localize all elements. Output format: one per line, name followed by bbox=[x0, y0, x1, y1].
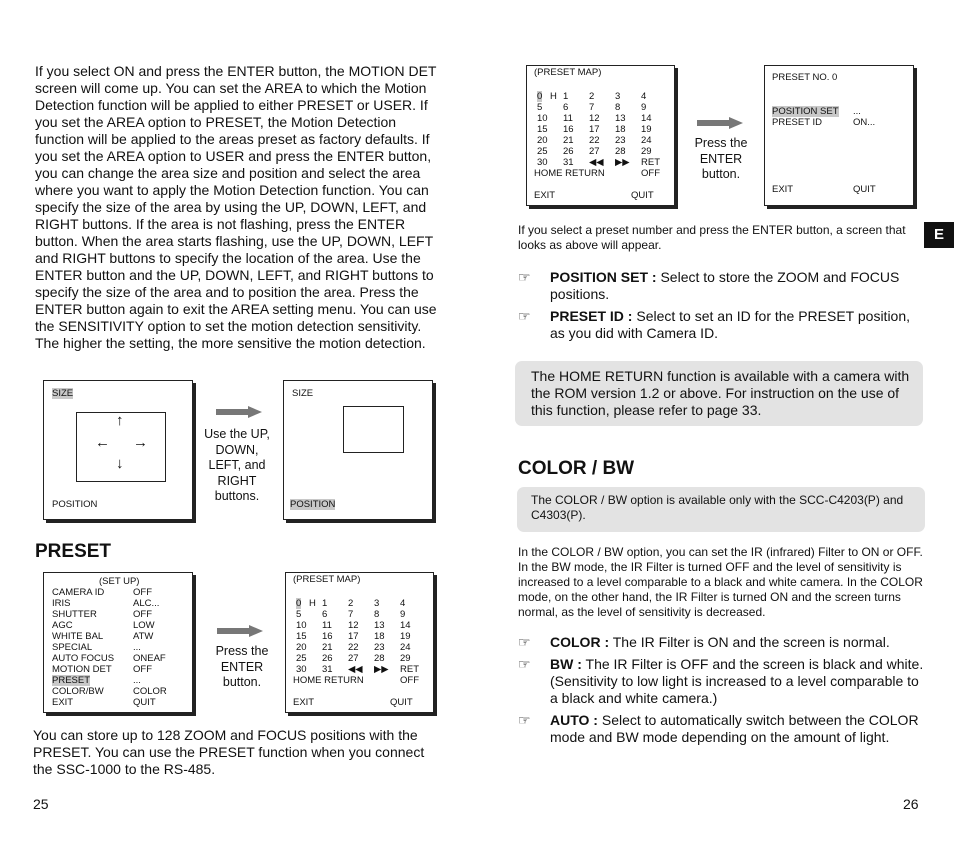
right-arrow-icon bbox=[217, 625, 263, 637]
preset-id-item: PRESET ID bbox=[772, 117, 822, 128]
preset-map-cell: 24 bbox=[641, 135, 652, 146]
select-paragraph: If you select a preset number and press the ENTER button, a screen that looks as above will appear. bbox=[518, 223, 906, 252]
quit-label: QUIT bbox=[631, 190, 654, 201]
preset-map-cell: 9 bbox=[400, 609, 406, 620]
right-arrow-icon: → bbox=[133, 434, 148, 451]
preset-map-cell: RET bbox=[641, 157, 660, 168]
setup-item-value: LOW bbox=[133, 620, 155, 631]
home-return-label: HOME RETURN bbox=[293, 675, 364, 686]
preset-map-cell: ◀◀ bbox=[589, 157, 604, 168]
preset-map-cell: 27 bbox=[589, 146, 600, 157]
preset-map-cell: 22 bbox=[589, 135, 600, 146]
color-bw-heading: COLOR / BW bbox=[518, 458, 635, 479]
exit-label: EXIT bbox=[534, 190, 556, 201]
preset-map-cell: 8 bbox=[615, 102, 621, 113]
size-caption: Use the UP, DOWN, LEFT, and RIGHT buttons. bbox=[204, 427, 270, 503]
preset-map-cell: 25 bbox=[537, 146, 548, 157]
setup-item-label: SHUTTER bbox=[52, 609, 97, 620]
pointing-hand-icon: ☞ bbox=[518, 269, 531, 285]
preset-map-cell: 24 bbox=[400, 642, 411, 653]
preset-no-title: PRESET NO. 0 bbox=[772, 72, 838, 83]
setup-item-label: SPECIAL bbox=[52, 642, 93, 653]
bullet-term: COLOR : bbox=[550, 634, 610, 650]
preset-map-screen bbox=[285, 572, 434, 713]
right-arrow-icon bbox=[697, 117, 743, 129]
position-set-value: ... bbox=[853, 106, 861, 117]
setup-menu-row bbox=[52, 686, 188, 697]
setup-menu-row bbox=[52, 631, 188, 642]
preset-map-cell: 20 bbox=[296, 642, 307, 653]
preset-map-cell: 15 bbox=[296, 631, 307, 642]
preset-map-cell: 8 bbox=[374, 609, 380, 620]
preset-map-cell: 4 bbox=[400, 598, 406, 609]
preset-map-cell: 21 bbox=[563, 135, 574, 146]
setup-item-label: MOTION DET bbox=[52, 664, 112, 675]
setup-menu-row bbox=[52, 653, 188, 664]
preset-map-title: (PRESET MAP) bbox=[534, 67, 602, 78]
setup-menu-row bbox=[52, 697, 188, 708]
language-tab: E bbox=[924, 222, 954, 248]
setup-item-value: ... bbox=[133, 642, 141, 653]
bullet-text: Select to set an ID for the PRESET position, as you did with Camera ID. bbox=[550, 308, 911, 341]
quit-label: QUIT bbox=[853, 184, 876, 195]
preset-map-cell: 9 bbox=[641, 102, 647, 113]
preset-map-cell: 20 bbox=[537, 135, 548, 146]
exit-label: EXIT bbox=[293, 697, 315, 708]
preset-map-cell: 19 bbox=[641, 124, 652, 135]
setup-menu-row bbox=[52, 598, 188, 609]
exit-label: EXIT bbox=[772, 184, 794, 195]
setup-screen bbox=[43, 572, 193, 713]
area-box bbox=[343, 406, 404, 453]
setup-item-label: AUTO FOCUS bbox=[52, 653, 115, 664]
preset-caption: Press the ENTER button. bbox=[215, 644, 269, 689]
size-label: SIZE bbox=[292, 388, 314, 399]
setup-menu-row bbox=[52, 642, 188, 653]
bullet-item bbox=[518, 269, 928, 309]
home-return-note: The HOME RETURN function is available with a camera with the ROM version 1.2 or above. For instruction on the use of this function, please refer to page 33. bbox=[531, 368, 910, 418]
preset-map-cell: 13 bbox=[374, 620, 385, 631]
preset-map-cell: 11 bbox=[563, 113, 573, 124]
setup-item-value: OFF bbox=[133, 587, 152, 598]
preset-map-cell: 10 bbox=[296, 620, 307, 631]
setup-menu-row bbox=[52, 620, 188, 631]
preset-map-cell: RET bbox=[400, 664, 419, 675]
preset-map-title: (PRESET MAP) bbox=[293, 574, 361, 585]
preset-map-cell: 1 bbox=[322, 598, 328, 609]
preset-map-cell: ▶▶ bbox=[374, 664, 389, 675]
left-arrow-icon: ← bbox=[95, 434, 110, 451]
setup-menu-row bbox=[52, 609, 188, 620]
preset-map-cell: 18 bbox=[615, 124, 626, 135]
preset-map-cell: 6 bbox=[322, 609, 328, 620]
bottom-paragraph: You can store up to 128 ZOOM and FOCUS positions with the PRESET. You can use the PRESET function when you connect the SSC-1000 to the RS-485. bbox=[33, 727, 425, 777]
setup-item-value: ... bbox=[133, 675, 141, 686]
bullet-text: The IR Filter is ON and the screen is normal. bbox=[609, 634, 890, 650]
position-label: POSITION bbox=[290, 499, 336, 510]
size-screen-arrows bbox=[43, 380, 193, 520]
bullet-item bbox=[518, 656, 928, 706]
preset-map-cell: 14 bbox=[641, 113, 652, 124]
setup-item-label: CAMERA ID bbox=[52, 587, 105, 598]
preset-map-cell: 31 bbox=[563, 157, 574, 168]
preset-map-cell: H bbox=[550, 91, 557, 102]
preset-map-cell: 30 bbox=[537, 157, 548, 168]
preset-map-cell: 4 bbox=[641, 91, 647, 102]
preset-map-cell: 21 bbox=[322, 642, 333, 653]
preset-map-cell: 22 bbox=[348, 642, 359, 653]
intro-paragraph: If you select ON and press the ENTER button, the MOTION DET screen will come up. You can set the AREA to which the Motion Detection function will be applied to either PRESET or USER. If you set the AREA option to PRESET, the Motion Detection function will be applied to the areas preset as factory defaults. If you set the AREA option to USER and press the ENTER button, you can change the area size and position and select the area where you want to apply the Motion Detection function. You can specify the size of the area by using the UP, DOWN, LEFT, and RIGHT buttons. If the area is not flashing, press the ENTER button. When the area starts flashing, use the UP, DOWN, LEFT and RIGHT buttons to specify the location of the area. Use the ENTER button and the UP, DOWN, LEFT, and RIGHT buttons to specify the size of the area and to position the area. Press the ENTER button again to exit the AREA setting menu. You can use the SENSITIVITY option to set the motion detection sensitivity. The higher the setting, the more sensitive the motion detection. bbox=[35, 63, 437, 351]
bullet-text: Select to automatically switch between the COLOR mode and BW mode depending on the amount of light. bbox=[550, 712, 919, 745]
preset-map-cell: 5 bbox=[296, 609, 302, 620]
home-return-note-box bbox=[515, 361, 923, 426]
bullet-text: The IR Filter is OFF and the screen is black and white. (Sensitivity to low light is increased to a level comparable to a black and white camera.) bbox=[550, 656, 924, 706]
preset-map-cell: 12 bbox=[348, 620, 359, 631]
preset-map-cell: 2 bbox=[589, 91, 595, 102]
preset-map-cell: 29 bbox=[400, 653, 411, 664]
setup-item-value: ATW bbox=[133, 631, 154, 642]
bullet-term: POSITION SET : bbox=[550, 269, 657, 285]
down-arrow-icon: ↓ bbox=[116, 455, 124, 472]
preset-map-cell: ▶▶ bbox=[615, 157, 630, 168]
size-label: SIZE bbox=[52, 388, 74, 399]
preset-map-cell: 5 bbox=[537, 102, 543, 113]
preset-map-cell: 2 bbox=[348, 598, 354, 609]
preset-no-screen bbox=[764, 65, 914, 206]
bullet-item bbox=[518, 308, 928, 348]
position-set-item: POSITION SET bbox=[772, 106, 839, 117]
preset-map-cell: H bbox=[309, 598, 316, 609]
color-note-box bbox=[517, 487, 925, 532]
preset-map-cell: 23 bbox=[615, 135, 626, 146]
up-arrow-icon: ↑ bbox=[116, 412, 124, 429]
setup-item-label: PRESET bbox=[52, 675, 91, 686]
setup-item-label: WHITE BAL bbox=[52, 631, 104, 642]
setup-menu-row bbox=[52, 587, 188, 598]
preset-map-cell: 28 bbox=[615, 146, 626, 157]
page-number-right: 26 bbox=[903, 796, 919, 812]
preset-map-cell: 31 bbox=[322, 664, 333, 675]
preset-map-cell: 18 bbox=[374, 631, 385, 642]
setup-item-value: ONEAF bbox=[133, 653, 166, 664]
preset-map-cell: 7 bbox=[348, 609, 354, 620]
setup-item-value: QUIT bbox=[133, 697, 156, 708]
area-box bbox=[76, 412, 166, 482]
position-label: POSITION bbox=[52, 499, 98, 510]
right-arrow-icon bbox=[216, 406, 262, 418]
pointing-hand-icon: ☞ bbox=[518, 308, 531, 324]
preset-map-cell: 28 bbox=[374, 653, 385, 664]
bullet-term: PRESET ID : bbox=[550, 308, 633, 324]
setup-menu-row bbox=[52, 664, 188, 675]
quit-label: QUIT bbox=[390, 697, 413, 708]
preset-map-cell: 3 bbox=[615, 91, 621, 102]
preset-map-cell: 11 bbox=[322, 620, 332, 631]
preset-map-cell: ◀◀ bbox=[348, 664, 363, 675]
preset-map-cell: 7 bbox=[589, 102, 595, 113]
setup-item-label: COLOR/BW bbox=[52, 686, 104, 697]
pointing-hand-icon: ☞ bbox=[518, 634, 531, 650]
preset-heading: PRESET bbox=[35, 541, 112, 562]
preset-map-cell: 30 bbox=[296, 664, 307, 675]
preset-map-screen-right bbox=[526, 65, 675, 206]
preset-map-cell: 17 bbox=[589, 124, 600, 135]
color-note: The COLOR / BW option is available only with the SCC-C4203(P) and C4303(P). bbox=[531, 493, 904, 522]
bullet-term: AUTO : bbox=[550, 712, 598, 728]
setup-item-label: AGC bbox=[52, 620, 73, 631]
preset-map-cell: 25 bbox=[296, 653, 307, 664]
preset-map-cell: 17 bbox=[348, 631, 359, 642]
pointing-hand-icon: ☞ bbox=[518, 712, 531, 728]
preset-map-cell: 1 bbox=[563, 91, 569, 102]
pointing-hand-icon: ☞ bbox=[518, 656, 531, 672]
preset-map-cell: 26 bbox=[322, 653, 333, 664]
setup-item-value: OFF bbox=[133, 609, 152, 620]
preset-map-cell: 26 bbox=[563, 146, 574, 157]
preset-map-cell: 12 bbox=[589, 113, 600, 124]
enter-caption: Press the ENTER button. bbox=[694, 136, 748, 181]
preset-map-cell: 14 bbox=[400, 620, 411, 631]
preset-map-cell: 23 bbox=[374, 642, 385, 653]
bullet-item bbox=[518, 712, 928, 752]
bullet-term: BW : bbox=[550, 656, 582, 672]
preset-map-cell: 0 bbox=[537, 91, 543, 102]
preset-map-cell: 19 bbox=[400, 631, 411, 642]
page-number-left: 25 bbox=[33, 796, 49, 812]
setup-item-value: COLOR bbox=[133, 686, 167, 697]
preset-map-cell: 10 bbox=[537, 113, 548, 124]
preset-map-cell: 16 bbox=[563, 124, 574, 135]
preset-map-cell: 16 bbox=[322, 631, 333, 642]
preset-map-cell: 27 bbox=[348, 653, 359, 664]
setup-menu-row bbox=[52, 675, 188, 686]
preset-map-cell: 6 bbox=[563, 102, 569, 113]
size-screen-position bbox=[283, 380, 433, 520]
setup-item-label: EXIT bbox=[52, 697, 74, 708]
bullet-text: Select to store the ZOOM and FOCUS positions. bbox=[550, 269, 900, 302]
home-return-value: OFF bbox=[400, 675, 419, 686]
home-return-label: HOME RETURN bbox=[534, 168, 605, 179]
preset-map-cell: 29 bbox=[641, 146, 652, 157]
preset-map-cell: 3 bbox=[374, 598, 380, 609]
setup-item-label: IRIS bbox=[52, 598, 71, 609]
home-return-value: OFF bbox=[641, 168, 660, 179]
setup-item-value: OFF bbox=[133, 664, 152, 675]
preset-map-cell: 13 bbox=[615, 113, 626, 124]
color-paragraph: In the COLOR / BW option, you can set the IR (infrared) Filter to ON or OFF. In the BW mode, the IR Filter is turned OFF and the level of sensitivity is increased to a level comparable to a black and white camera. In the COLOR mode, on the other hand, the IR Filter is turned ON and the screen turns normal, as the level of sensitivity is decreased. bbox=[518, 545, 923, 619]
preset-map-cell: 0 bbox=[296, 598, 302, 609]
preset-id-value: ON... bbox=[853, 117, 876, 128]
preset-map-cell: 15 bbox=[537, 124, 548, 135]
setup-item-value: ALC... bbox=[133, 598, 160, 609]
setup-title: (SET UP) bbox=[99, 576, 140, 587]
